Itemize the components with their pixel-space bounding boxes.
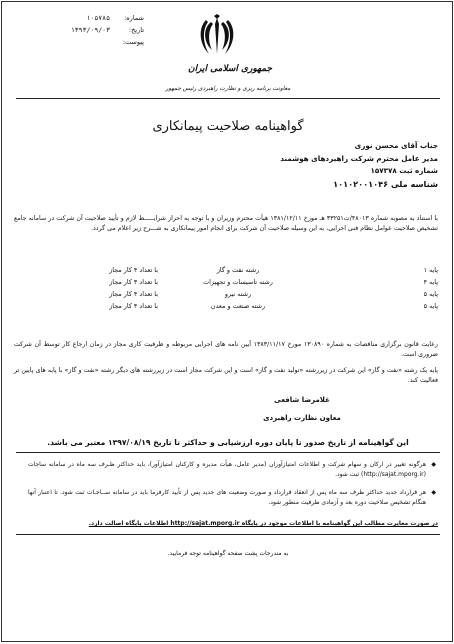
intro-paragraph: با استناد به مصوبه شماره ۴۸۰۱۳/ت۳۳۲۵۱ هـ مورخ ۱۳۸۱/۱۲/۱۱ هیأت محترم وزیران و با توجه به احراز شرایـــــط لازم و تأیید صلاحیت آن شرکت در سامانه جامع تشخیص صلاحیت عوامل نظام فنی اجرایی، به این وسیله صلاحیت آن شرکت برای انجام امور پیمانکاری به شـــرح زیر اعلام می گردد. — [14, 215, 439, 232]
grades-list — [14, 264, 438, 312]
national-id: شناسه ملی ۱۰۱۰۲۰۰۱۰۴۶ — [333, 178, 438, 189]
grade-field: رشته صنعت و معدن — [210, 302, 266, 310]
note-item — [28, 488, 438, 508]
back-page-note: به مندرجات پشت صفحه گواهینامه توجه فرمایید. — [167, 550, 289, 557]
grade-level: پایه ۵ — [423, 290, 438, 298]
meta-date — [24, 24, 144, 36]
republic-heading: جمهوری اسلامی ایران — [187, 64, 273, 74]
meta-date-value: ۱۳۹۳/۰۹/۰۳ — [70, 26, 110, 34]
grade-field: رشته نفت و گاز — [216, 266, 260, 274]
grade-field: رشته تاسیسات و تجهیزات — [203, 278, 273, 286]
addressee-position: مدیر عامل محترم شرکت راهبردهای هوشمند — [280, 153, 438, 163]
grade-level: پایه ۴ — [423, 278, 438, 286]
iran-emblem-icon — [197, 14, 237, 58]
note-text: هرگونه تغییر در ارکان و سهام شرکت و اطلاعات امتیازآوران (مدیر عامل، هیأت مدیره و کارکنان امتیازآور)، باید حداکثر ظـرف سه ماه در سامانه ساجات (http://sajat.mporg.ir) ثبت شود. — [28, 461, 426, 478]
grade-capacity: با تعداد ۴ کار مجاز — [109, 266, 158, 274]
note-item — [28, 460, 438, 480]
header-divider — [16, 98, 440, 99]
note-text: هر قرارداد جدید حداکثر ظرف سه ماه پس از انعقاد قرارداد و صورت وضعیت های جدید پس از تأیید کارفرما باید در سامانه ســاجـات ثبت شود. تا اعتبار آنها هنگام تشخیص صلاحیت دوره بعد و آزمادی ظرفیت منظور شود. — [28, 489, 426, 506]
notes-divider — [16, 452, 440, 453]
validity-statement: این گواهینامه از تاریخ صدور تا پایان دوره ارزشیابی و حداکثر تا تاریخ ۱۳۹۷/۰۸/۱۹ معتبر می باشد. — [47, 438, 409, 447]
meta-attachment — [24, 36, 144, 48]
addressee-block — [14, 140, 438, 190]
bullet-icon: ◆ — [431, 461, 436, 468]
oil-gas-paragraph: پایه یک رشته «نفت و گاز» این شرکت در زیررشته «تولید نفت و گاز» است و این شرکت مجاز است در زیررشته های دیگر رشته «نفت و گاز» با پایه های پایین تر فعالیت کند. — [14, 367, 438, 384]
tender-law-paragraph: رعایت قانون برگزاری مناقصات به شماره ۱۳۰۸۹۰ مورخ ۱۳۸۳/۱۱/۱۷ آیین نامه های اجرایی مربوطه و ظرفیت کاری مجاز در زمان ارجاع کار توسط آن شرکت ضروری است. — [14, 341, 438, 358]
signatory-name: غلامرضا شافعی — [274, 396, 330, 404]
grade-row — [14, 300, 438, 312]
grade-field: رشته نیرو — [224, 290, 252, 298]
office-heading: معاونت برنامه ریزی و نظارت راهبردی رئیس جمهور — [165, 86, 291, 92]
url-authenticity-note[interactable]: در صورت مغایرت مطالب این گواهینامه با اطلاعات موجود در پایگاه http://sajat.mporg.ir اطلاعات پایگاه اصالت دارد. — [88, 520, 438, 527]
meta-attachment-label: پیوست: — [122, 38, 144, 46]
meta-number — [24, 12, 144, 24]
grade-row — [14, 288, 438, 300]
meta-date-label: تاریخ: — [128, 26, 144, 34]
certificate-page — [1, 1, 453, 642]
certificate-title: گواهینامه صلاحیت پیمانکاری — [152, 119, 304, 134]
meta-number-label: شماره: — [124, 14, 144, 22]
grade-capacity: با تعداد ۳ کار مجاز — [109, 278, 158, 286]
grade-capacity: با تعداد ۴ کار مجاز — [109, 302, 158, 310]
addressee-name: جناب آقای محسن نوری — [354, 141, 438, 150]
grade-row — [14, 264, 438, 276]
document-meta — [24, 12, 144, 48]
signatory-position: معاون نظارت راهبردی — [263, 414, 341, 422]
grade-level: پایه ۱ — [423, 266, 438, 274]
grade-row — [14, 276, 438, 288]
bullet-icon: ◆ — [431, 489, 436, 496]
registration-number: شماره ثبت ۱۵۷۳۷۸ — [370, 166, 438, 175]
meta-number-value: ۱۰۵۷۸۵ — [86, 14, 110, 22]
grade-level: پایه ۵ — [423, 302, 438, 310]
grade-capacity: با تعداد ۴ کار مجاز — [109, 290, 158, 298]
footer-divider — [16, 534, 440, 535]
